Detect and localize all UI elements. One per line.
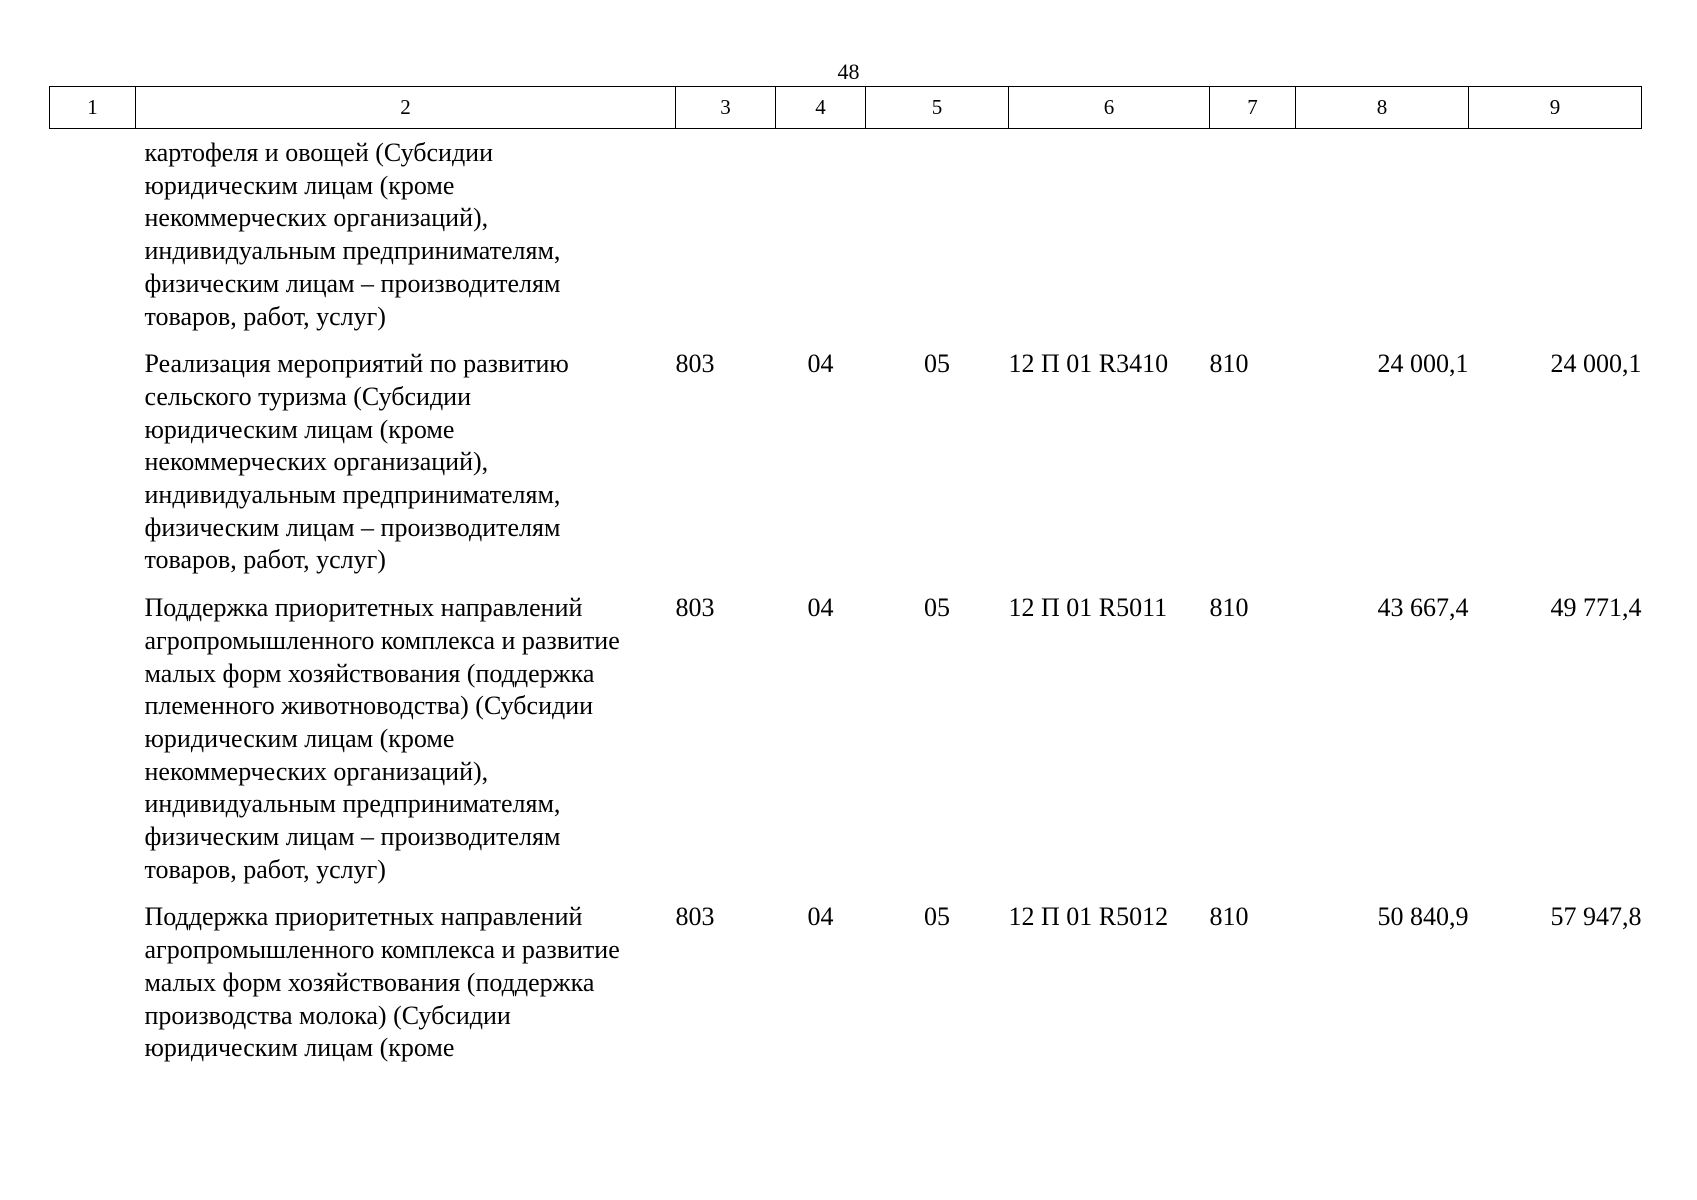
- column-header-7: 7: [1210, 87, 1296, 129]
- description-line: агропромышленного комплекса и развитие: [144, 625, 620, 655]
- amount-col-9: 24 000,1: [1550, 349, 1642, 379]
- description-line: юридическим лицам (кроме: [144, 723, 455, 753]
- description-line: сельского туризма (Субсидии: [144, 381, 471, 411]
- target-article-code: 12 П 01 R5012: [1008, 902, 1169, 932]
- description-line: индивидуальным предпринимателям,: [144, 789, 561, 819]
- column-header-1: 1: [50, 87, 136, 129]
- expense-type-code: 810: [1209, 349, 1249, 379]
- section-code: 04: [807, 902, 834, 932]
- description-line: Поддержка приоритетных направлений: [144, 593, 583, 623]
- subsection-code: 05: [924, 902, 950, 932]
- expense-type-code: 810: [1209, 593, 1249, 623]
- amount-col-8: 24 000,1: [1377, 349, 1469, 379]
- row-number-cell: [50, 591, 136, 900]
- ministry-code: 803: [675, 593, 715, 623]
- description-line: племенного животноводства) (Субсидии: [144, 691, 594, 721]
- description-line: товаров, работ, услуг): [144, 854, 386, 884]
- column-header-8: 8: [1296, 87, 1469, 129]
- description-line: товаров, работ, услуг): [144, 301, 386, 331]
- description-line: Реализация мероприятий по развитию: [144, 349, 569, 379]
- ministry-code: 803: [675, 349, 715, 379]
- description-line: индивидуальным предпринимателям,: [144, 236, 561, 266]
- section-code: 04: [807, 349, 834, 379]
- description-line: некоммерческих организаций),: [144, 447, 489, 477]
- table-row: [50, 900, 1642, 1079]
- column-number-header-row: [50, 87, 1642, 129]
- target-article-code: [1009, 129, 1210, 348]
- row-description: [136, 129, 676, 348]
- subsection-code: 05: [924, 349, 950, 379]
- amount-col-9: [1469, 129, 1642, 348]
- table-row: [50, 347, 1642, 591]
- row-description: [136, 591, 676, 900]
- row-number-cell: [50, 129, 136, 348]
- row-description: [136, 900, 676, 1079]
- column-header-6: 6: [1009, 87, 1210, 129]
- amount-col-9: 49 771,4: [1550, 593, 1642, 623]
- expense-type-code: [1210, 129, 1296, 348]
- description-line: индивидуальным предпринимателям,: [144, 480, 561, 510]
- amount-col-9: 57 947,8: [1550, 902, 1642, 932]
- row-number-cell: [50, 900, 136, 1079]
- amount-col-8: 43 667,4: [1377, 593, 1469, 623]
- amount-col-8: [1296, 129, 1469, 348]
- table-row: [50, 591, 1642, 900]
- description-line: малых форм хозяйствования (поддержка: [144, 658, 595, 688]
- subsection-code: 05: [924, 593, 950, 623]
- description-line: физическим лицам – производителям: [144, 512, 561, 542]
- description-line: некоммерческих организаций),: [144, 756, 489, 786]
- ministry-code: 803: [675, 902, 715, 932]
- description-line: физическим лицам – производителям: [144, 268, 561, 298]
- description-line: производства молока) (Субсидии: [144, 1000, 511, 1030]
- table-row: [50, 129, 1642, 348]
- subsection-code: [866, 129, 1009, 348]
- description-line: физическим лицам – производителям: [144, 822, 561, 852]
- section-code: [776, 129, 866, 348]
- description-line: юридическим лицам (кроме: [144, 414, 455, 444]
- page-number: 48: [837, 59, 860, 84]
- description-line: Поддержка приоритетных направлений: [144, 902, 583, 932]
- column-header-4: 4: [776, 87, 866, 129]
- column-header-2: 2: [136, 87, 676, 129]
- section-code: 04: [807, 593, 834, 623]
- column-header-3: 3: [676, 87, 776, 129]
- amount-col-8: 50 840,9: [1377, 902, 1469, 932]
- row-description: [136, 347, 676, 591]
- expense-type-code: 810: [1209, 902, 1249, 932]
- description-line: товаров, работ, услуг): [144, 545, 386, 575]
- description-line: юридическим лицам (кроме: [144, 170, 455, 200]
- budget-table: [49, 86, 1642, 1079]
- column-header-5: 5: [866, 87, 1009, 129]
- description-line: некоммерческих организаций),: [144, 203, 489, 233]
- target-article-code: 12 П 01 R3410: [1008, 349, 1169, 379]
- target-article-code: 12 П 01 R5011: [1008, 593, 1168, 623]
- row-number-cell: [50, 347, 136, 591]
- description-line: агропромышленного комплекса и развитие: [144, 935, 620, 965]
- description-line: малых форм хозяйствования (поддержка: [144, 967, 595, 997]
- description-line: юридическим лицам (кроме: [144, 1033, 455, 1063]
- ministry-code: [676, 129, 776, 348]
- column-header-9: 9: [1469, 87, 1642, 129]
- description-line: картофеля и овощей (Субсидии: [144, 138, 494, 167]
